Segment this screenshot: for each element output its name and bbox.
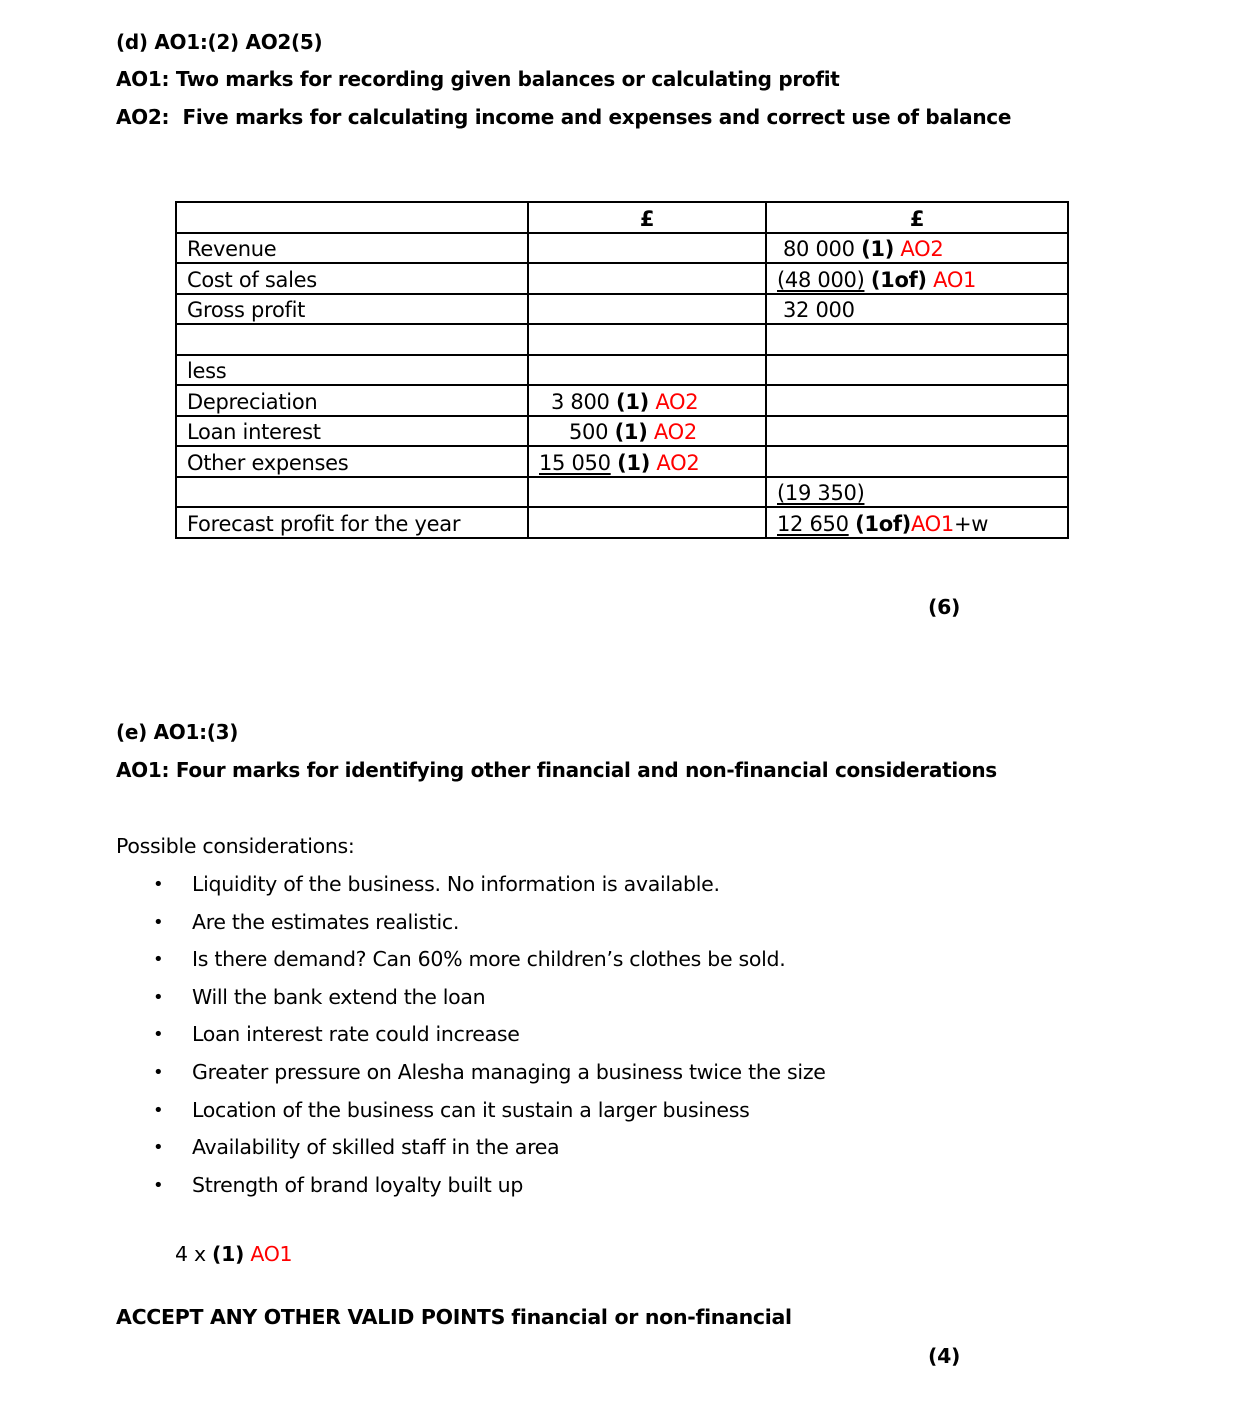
ao2-label: AO2: [116, 105, 170, 129]
row-col3 [766, 355, 1068, 386]
row-label: Gross profit [176, 294, 528, 325]
mark: (1) [614, 420, 648, 444]
bullet-icon: • [153, 1061, 164, 1083]
ao1-label: AO1: [116, 67, 170, 91]
row-col2 [528, 294, 766, 325]
bullet-icon: • [153, 911, 164, 933]
row-col3 [766, 385, 1068, 416]
list-item-text: Strength of brand loyalty built up [192, 1172, 524, 1197]
list-item [150, 979, 826, 1017]
table-row [176, 233, 1068, 264]
list-item [150, 1016, 826, 1054]
row-label: Loan interest [176, 416, 528, 447]
list-item [150, 1167, 826, 1205]
ao1-text: Four marks for identifying other financial and non-financial considerations [175, 758, 997, 782]
table-row [176, 385, 1068, 416]
bullet-icon: • [153, 1174, 164, 1196]
accept-bold-text: ACCEPT ANY OTHER VALID POINTS [116, 1305, 506, 1329]
row-label [176, 477, 528, 508]
section-e-title: (e) AO1:(3) [116, 720, 239, 744]
accept-rest-text: financial or non-financial [511, 1305, 792, 1329]
mark: (1) [212, 1242, 245, 1266]
table-row [176, 263, 1068, 294]
list-item-text: Will the bank extend the loan [192, 984, 486, 1009]
mark-allocation [175, 1242, 292, 1266]
table-row [176, 416, 1068, 447]
row-col2 [528, 446, 766, 477]
list-item [150, 941, 826, 979]
considerations-list [150, 866, 826, 1204]
forecast-income-statement-table [175, 201, 1069, 539]
section-d-ao1-criteria [116, 67, 840, 91]
row-col2 [528, 385, 766, 416]
value: 3 800 [551, 389, 610, 414]
mark: (1) [861, 237, 894, 261]
accept-other-points-note [116, 1305, 792, 1329]
ao-tag: AO2 [900, 237, 944, 261]
list-item-text: Are the estimates realistic. [192, 909, 460, 934]
section-e-total-marks: (4) [928, 1344, 961, 1368]
bullet-icon: • [153, 874, 164, 895]
header-cell-currency-1: £ [528, 202, 766, 233]
row-col3 [766, 324, 1068, 355]
section-d-ao2-criteria [116, 105, 1011, 129]
value: (48 000) [777, 267, 865, 292]
value: (19 350) [777, 481, 865, 505]
row-col2 [528, 355, 766, 386]
ao-tag: AO2 [653, 420, 697, 444]
value: 32 000 [783, 298, 855, 322]
list-item-text: Loan interest rate could increase [192, 1022, 520, 1047]
list-item-text: Availability of skilled staff in the area [192, 1135, 560, 1160]
bullet-icon: • [153, 1137, 164, 1159]
considerations-intro: Possible considerations: [116, 834, 355, 858]
value: 12 650 [777, 511, 849, 536]
ao1-text: Two marks for recording given balances or calculating profit [175, 67, 840, 91]
table-row [176, 355, 1068, 386]
header-cell-label [176, 202, 528, 233]
row-col3 [766, 507, 1068, 538]
list-item-text: Is there demand? Can 60% more children’s clothes be sold. [192, 947, 786, 972]
table-row [176, 477, 1068, 508]
row-col3 [766, 416, 1068, 447]
row-col3 [766, 446, 1068, 477]
table-header-row [176, 202, 1068, 233]
value: 80 000 [783, 237, 855, 261]
ao-tag: AO2 [655, 389, 699, 414]
suffix: +w [953, 511, 989, 536]
row-col2 [528, 233, 766, 264]
row-label: Cost of sales [176, 263, 528, 294]
row-label: Depreciation [176, 385, 528, 416]
value: 500 [569, 420, 609, 444]
bullet-icon: • [153, 949, 164, 971]
list-item [150, 866, 826, 904]
row-col2 [528, 324, 766, 355]
ao2-text: Five marks for calculating income and expenses and correct use of balance [182, 105, 1012, 129]
table-row [176, 507, 1068, 538]
list-item-text: Liquidity of the business. No information is available. [192, 872, 720, 896]
mark: (1of) [870, 267, 927, 292]
header-cell-currency-2: £ [766, 202, 1068, 233]
row-label: Forecast profit for the year [176, 507, 528, 538]
row-label: Other expenses [176, 446, 528, 477]
row-label [176, 324, 528, 355]
section-d-title: (d) AO1:(2) AO2(5) [116, 30, 323, 54]
mark: (1of) [855, 511, 911, 536]
table-row [176, 294, 1068, 325]
ao1-label: AO1: [116, 758, 170, 782]
list-item [150, 1054, 826, 1092]
row-col2 [528, 263, 766, 294]
list-item-text: Greater pressure on Alesha managing a business twice the size [192, 1059, 826, 1084]
ao-tag: AO2 [656, 450, 700, 475]
bullet-icon: • [153, 1099, 164, 1121]
row-col3 [766, 233, 1068, 264]
mark: (1) [616, 389, 649, 414]
section-e-ao1-criteria [116, 758, 997, 782]
ao-tag: AO1 [250, 1242, 293, 1266]
bullet-icon: • [153, 986, 164, 1008]
value: 15 050 [539, 450, 611, 475]
row-label: less [176, 355, 528, 386]
section-d-total-marks: (6) [928, 595, 961, 619]
bullet-icon: • [153, 1024, 164, 1046]
row-col2 [528, 416, 766, 447]
row-col3 [766, 263, 1068, 294]
list-item [150, 1092, 826, 1130]
ao-tag: AO1 [933, 267, 977, 292]
row-col3 [766, 294, 1068, 325]
row-col2 [528, 507, 766, 538]
row-label: Revenue [176, 233, 528, 264]
list-item [150, 1129, 826, 1167]
table-row [176, 446, 1068, 477]
mark-prefix: 4 x [175, 1242, 206, 1266]
row-col2 [528, 477, 766, 508]
mark: (1) [617, 450, 650, 475]
ao-tag: AO1 [910, 511, 954, 536]
list-item-text: Location of the business can it sustain a larger business [192, 1097, 750, 1122]
table-row-blank [176, 324, 1068, 355]
row-col3 [766, 477, 1068, 508]
list-item [150, 904, 826, 942]
